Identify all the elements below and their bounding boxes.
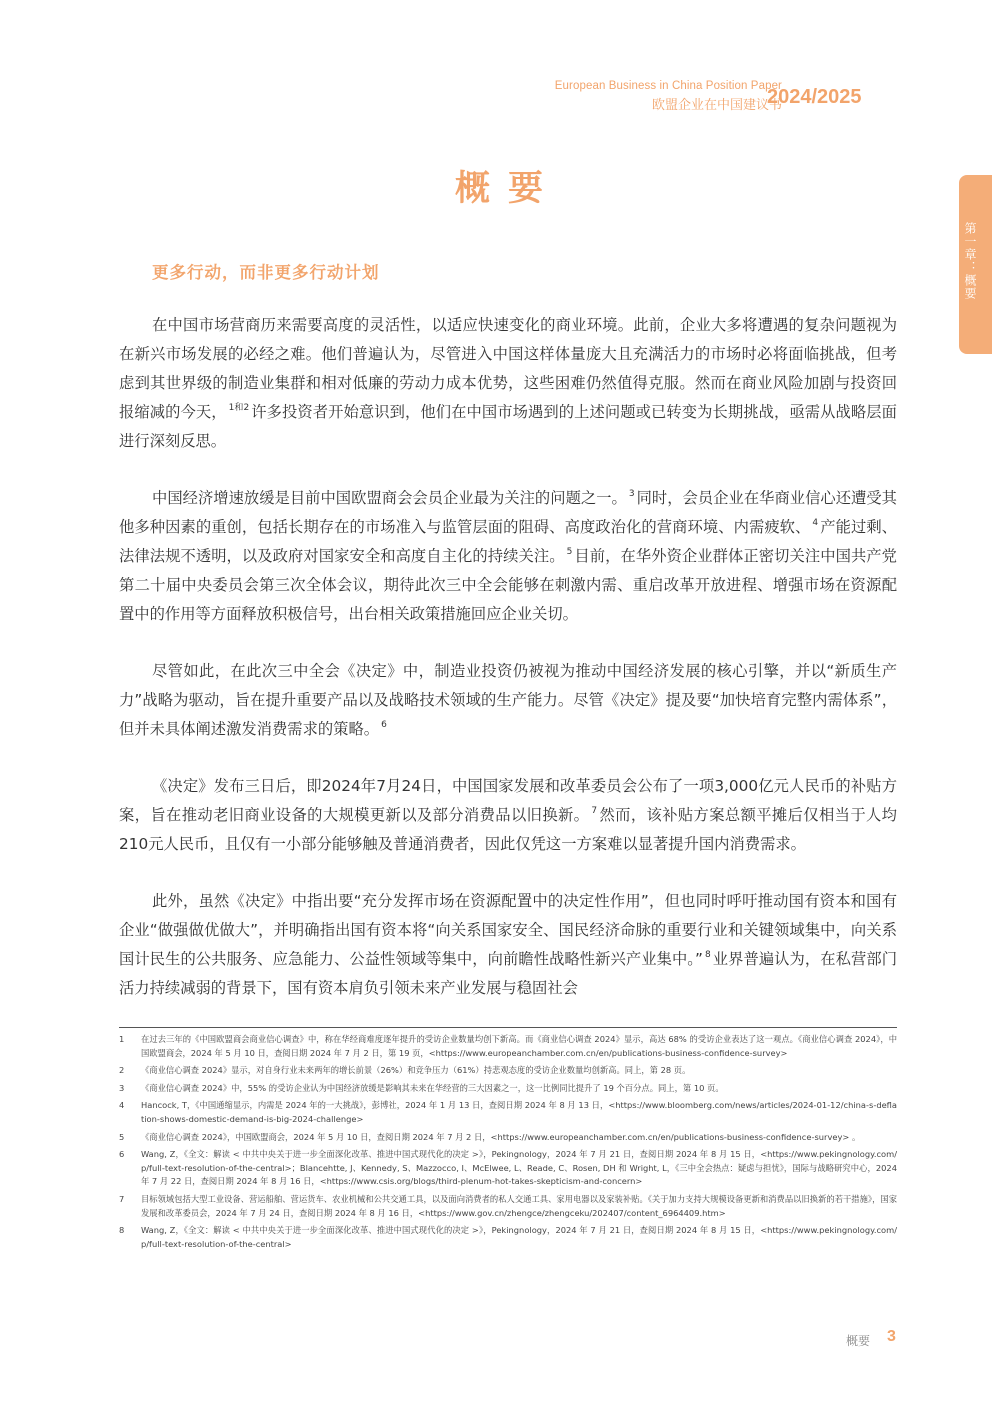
footnote-number: 5 — [119, 1131, 125, 1142]
paragraph-4 — [119, 772, 897, 859]
footnote-number: 8 — [119, 1225, 125, 1236]
paragraph-2 — [119, 484, 897, 629]
footnote-number: 1 — [119, 1034, 125, 1044]
paragraph-text: 在中国市场营商历来需要高度的灵活性，以适应快速变化的商业环境。此前，企业大多将遭遇的复杂问题视为在新兴市场发展的必经之难。他们普遍认为，尽管进入中国这样体量庞大且充满活力的市场时必将面临挑战，但考虑到其世界级的制造业集群和相对低廉的劳动力成本优势，这些困难仍然值得克服。然而在商业风险加剧与投资回报缩减的今天， — [119, 316, 897, 421]
footnote-divider — [119, 1027, 897, 1028]
paragraph-text: 同时，会员企业在华商业信心还遭受其他多种因素的重创，包括长期存在的市场准入与监管层面的阻碍、高度政治化的营商环境、内需疲软、 — [119, 489, 897, 536]
paragraph-text: 业界普遍认为，在私营部门活力持续减弱的背景下，国有资本肩负引领未来产业发展与稳固社会 — [119, 950, 897, 997]
footnote-ref[interactable]: 1和2 — [228, 403, 250, 413]
footnote-ref[interactable]: 3 — [628, 489, 635, 499]
paragraph-text: 尽管如此，在此次三中全会《决定》中，制造业投资仍被视为推动中国经济发展的核心引擎，并以“新质生产力”战略为驱动，旨在提升重要产品以及战略技术领域的生产能力。尽管《决定》提及要“加快培育完整内需体系”，但并未具体阐述激发消费需求的策略。 — [119, 662, 897, 738]
footnote-item — [119, 1148, 897, 1189]
footnote-ref[interactable]: 5 — [566, 547, 573, 557]
footnote-text: 目标领域包括大型工业设备、营运船舶、营运货车、农业机械和公共交通工具，以及面向消费者的私人交通工具、家用电器以及家装补贴。《关于加力支持大规模设备更新和消费品以旧换新的若干措施》，国家发展和改革委员会，2024 年 7 月 24 日，查阅日期 2024 年 8 月 16 日，<https://www.gov.cn/zhengce/zhengceku/202407/content_6964409.htm> — [141, 1193, 897, 1218]
paragraph-text: 此外，虽然《决定》中指出要“充分发挥市场在资源配置中的决定性作用”，但也同时呼吁推动国有资本和国有企业“做强做优做大”，并明确指出国有资本将“向关系国家安全、国民经济命脉的重要行业和关键领域集中，向关系国计民生的公共服务、应急能力、公益性领域等集中，向前瞻性战略性新兴产业集中。” — [119, 892, 897, 968]
paragraph-1 — [119, 311, 897, 456]
footnote-text: 《商业信心调查 2024》显示，对自身行业未来两年的增长前景（26%）和竞争压力（61%）持悲观态度的受访企业数量均创新高。同上，第 28 页。 — [141, 1065, 691, 1076]
paragraph-text: 产能过剩、法律法规不透明，以及政府对国家安全和高度自主化的持续关注。 — [119, 518, 897, 565]
paragraph-text: 然而，该补贴方案总额平摊后仅相当于人均210元人民币，且仅有一小部分能够触及普通消费者，因此仅凭这一方案难以显著提升国内消费需求。 — [119, 806, 897, 853]
footnote-ref[interactable]: 8 — [704, 950, 711, 960]
footnote-item — [119, 1193, 897, 1220]
footnote-ref[interactable]: 4 — [812, 518, 819, 528]
footnotes — [119, 1033, 897, 1255]
footnote-text: 在过去三年的《中国欧盟商会商业信心调查》中，称在华经商难度逐年提升的受访企业数量均创下新高。而《商业信心调查 2024》显示，高达 68% 的受访企业表达了这一观点。《商业信心调查 2024》，中国欧盟商会，2024 年 5 月 10 日，查阅日期 2024 年 7 月 2 日，第 19 页，<https://www.europeanchamber.com.cn/en/publications-business-confidence-survey> — [141, 1034, 897, 1058]
footnote-ref[interactable]: 7 — [591, 806, 598, 816]
chapter-side-tab-label: 第一章：概要 — [963, 222, 977, 300]
footnote-item — [119, 1131, 897, 1145]
header-subtitle-en: European Business in China Position Paper — [554, 80, 782, 92]
footnote-item — [119, 1224, 897, 1251]
footnote-number: 6 — [119, 1149, 125, 1160]
footnote-text: 《商业信心调查 2024》，中国欧盟商会，2024 年 5 月 10 日，查阅日期 2024 年 7 月 2 日，<https://www.europeanchamber.com.cn/en/publications-business-confidence-survey> 。 — [141, 1131, 861, 1142]
header-year: 2024/2025 — [767, 86, 862, 108]
footnote-text: Hancock, T，《中国通缩显示，内需是 2024 年的一大挑战》，彭博社，2024 年 1 月 13 日，查阅日期 2024 年 8 月 13 日，<https://www.bloomberg.com/news/articles/2024-01-12/china-s-deflation-shows-domestic-demand-is-big-2024-challenge> — [141, 1100, 897, 1124]
footnote-number: 2 — [119, 1065, 125, 1076]
paragraph-text: 《决定》发布三日后，即2024年7月24日，中国国家发展和改革委员会公布了一项3,000亿元人民币的补贴方案，旨在推动老旧商业设备的大规模更新以及部分消费品以旧换新。 — [119, 777, 897, 824]
footnote-text: Wang, Z，《全文：解读 < 中共中央关于进一步全面深化改革、推进中国式现代化的决定 >》，Pekingnology，2024 年 7 月 21 日，查阅日期 2024 年 8 月 15 日，<https://www.pekingnology.com/p/full-text-resolution-of-the-central>；Blancehtte, J、Kennedy, S、Mazzocco, I、McElwee, L、Reade, C、Rosen, DH 和 Wright, L，《三中全会热点：疑虑与担忧》，国际与战略研究中心，2024 年 7 月 22 日，查阅日期 2024 年 8 月 16 日，<https://www.csis.org/blogs/third-plenum-hot-takes-skepticism-and-concern> — [141, 1149, 897, 1187]
footnote-item — [119, 1099, 897, 1126]
footnote-number: 3 — [119, 1082, 125, 1093]
footnote-number: 4 — [119, 1100, 125, 1111]
paragraph-text: 中国经济增速放缓是目前中国欧盟商会会员企业最为关注的问题之一。 — [152, 489, 627, 507]
footnote-item — [119, 1033, 897, 1060]
footnote-item — [119, 1082, 897, 1096]
footnote-text: Wang, Z，《全文：解读 < 中共中央关于进一步全面深化改革、推进中国式现代化的决定 >》，Pekingnology，2024 年 7 月 21 日，查阅日期 2024 年 8 月 15 日，<https://www.pekingnology.com/p/full-text-resolution-of-the-central> — [141, 1225, 897, 1249]
section-heading: 更多行动，而非更多行动计划 — [152, 263, 380, 282]
paragraph-text: 许多投资者开始意识到，他们在中国市场遇到的上述问题或已转变为长期挑战，亟需从战略层面进行深刻反思。 — [119, 403, 897, 450]
paragraph-5 — [119, 887, 897, 1003]
footnote-item — [119, 1064, 897, 1078]
footer-section-label: 概要 — [846, 1334, 871, 1348]
page-number: 3 — [887, 1328, 896, 1345]
footnote-ref[interactable]: 6 — [381, 720, 387, 730]
header-subtitle-cn: 欧盟企业在中国建议书 — [651, 98, 782, 113]
footnote-number: 7 — [119, 1193, 125, 1204]
footnote-text: 《商业信心调查 2024》中，55% 的受访企业认为中国经济放缓是影响其未来在华经营的三大因素之一，这一比例同比提升了 19 个百分点。同上，第 10 页。 — [141, 1082, 724, 1093]
paragraph-3 — [119, 657, 897, 744]
page-title: 概要 — [454, 169, 561, 209]
body-text — [119, 311, 897, 1031]
paragraph-text: 目前，在华外资企业群体正密切关注中国共产党第二十届中央委员会第三次全体会议，期待此次三中全会能够在刺激内需、重启改革开放进程、增强市场在资源配置中的作用等方面释放积极信号，出台相关政策措施回应企业关切。 — [119, 547, 897, 623]
